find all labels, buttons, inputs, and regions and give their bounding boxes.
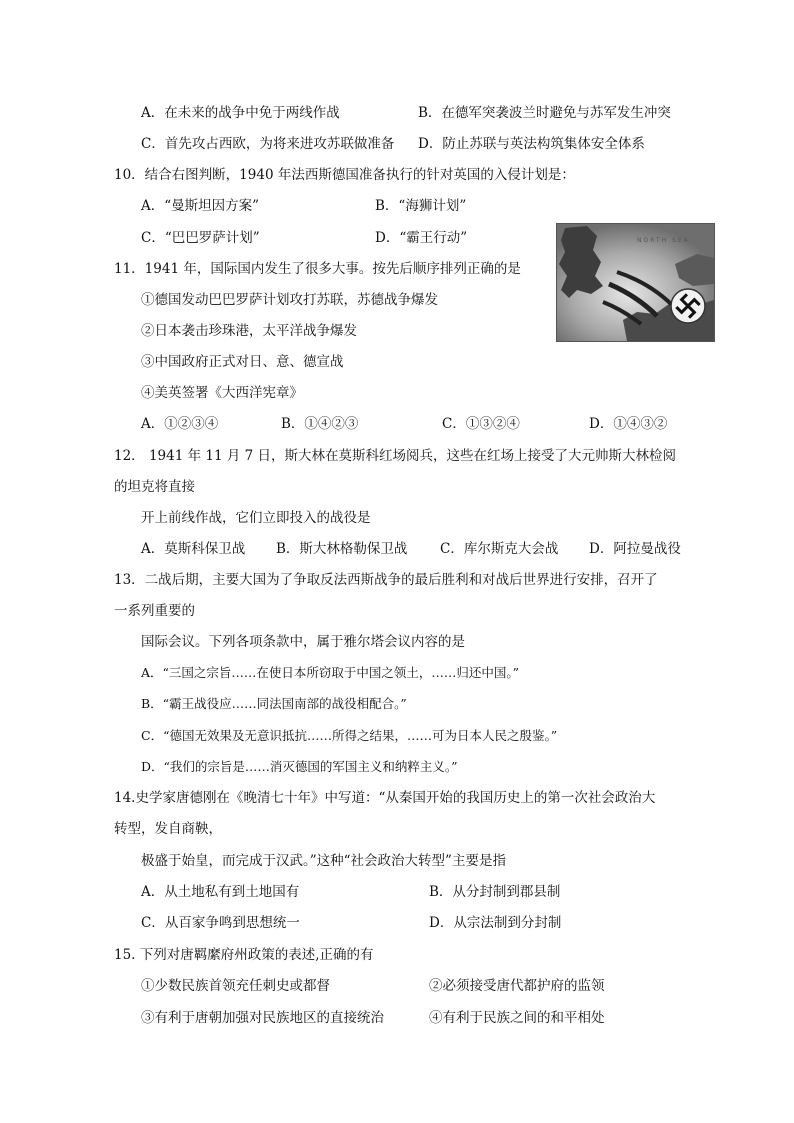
q11-option-d: D．①④③② xyxy=(589,416,668,432)
q13-option-d: D．“我们的宗旨是……消灭德国的军国主义和纳粹主义。” xyxy=(141,759,458,774)
q15-item-4: ④有利于民族之间的和平相处 xyxy=(429,1010,605,1026)
q11-item-2: ②日本袭击珍珠港，太平洋战争爆发 xyxy=(141,323,357,339)
q12-option-d: D．阿拉曼战役 xyxy=(589,541,681,557)
q14-option-c: C．从百家争鸣到思想统一 xyxy=(141,915,300,931)
q12-option-b: B．斯大林格勒保卫战 xyxy=(276,541,408,557)
invasion-map-image xyxy=(556,223,715,342)
q9-option-b: B．在德军突袭波兰时避免与苏军发生冲突 xyxy=(418,105,671,121)
q10-option-c: C．“巴巴罗萨计划” xyxy=(141,230,260,246)
q11-item-3: ③中国政府正式对日、意、德宣战 xyxy=(141,354,344,370)
q14-option-b: B．从分封制到郡县制 xyxy=(429,884,561,900)
q12-stem-line1: 12． 1941 年 11 月 7 日，斯大林在莫斯科红场阅兵，这些在红场上接受了大元帅斯大林检阅 xyxy=(114,448,677,464)
q10-option-d: D．“霸王行动” xyxy=(375,230,468,246)
q14-stem-line1: 14.史学家唐德刚在《晚清七十年》中写道：“从秦国开始的我国历史上的第一次社会政治大 xyxy=(114,790,656,806)
q14-stem-line3: 极盛于始皇，而完成于汉武。”这种“社会政治大转型”主要是指 xyxy=(141,853,506,869)
q12-option-c: C．库尔斯克大会战 xyxy=(440,541,559,557)
q14-stem-line2: 转型，发自商鞅， xyxy=(114,821,222,837)
q10-stem: 10．结合右图判断，1940 年法西斯德国准备执行的针对英国的入侵计划是： xyxy=(114,167,575,183)
q15-item-3: ③有利于唐朝加强对民族地区的直接统治 xyxy=(141,1010,384,1026)
q12-stem-line2: 的坦克将直接 xyxy=(114,479,195,495)
q13-option-c: C．“德国无效果及无意识抵抗……所得之结果，……可为日本人民之殷鉴。” xyxy=(141,728,558,743)
q11-option-a: A．①②③④ xyxy=(141,416,219,432)
q15-item-1: ①少数民族首领充任刺史或都督 xyxy=(141,978,330,994)
q11-option-c: C．①③②④ xyxy=(442,416,520,432)
q11-stem: 11．1941 年，国际国内发生了很多大事。按先后顺序排列正确的是 xyxy=(114,261,521,277)
map-sea-label: NORTH SEA xyxy=(637,237,690,244)
q11-item-4: ④美英签署《大西洋宪章》 xyxy=(141,385,303,401)
q12-option-a: A．莫斯科保卫战 xyxy=(141,541,246,557)
q13-stem-line1: 13．二战后期，主要大国为了争取反法西斯战争的最后胜利和对战后世界进行安排，召开了 xyxy=(114,572,658,588)
q11-item-1: ①德国发动巴巴罗萨计划攻打苏联，苏德战争爆发 xyxy=(141,292,438,308)
q10-option-a: A．“曼斯坦因方案” xyxy=(141,198,260,214)
q14-option-a: A．从土地私有到土地国有 xyxy=(141,884,300,900)
q9-option-a: A．在未来的战争中免于两线作战 xyxy=(141,105,340,121)
q9-option-d: D．防止苏联与英法构筑集体安全体系 xyxy=(418,136,645,152)
q13-option-b: B．“霸王战役应……同法国南部的战役相配合。” xyxy=(141,696,407,711)
q15-item-2: ②必须接受唐代都护府的监领 xyxy=(429,978,605,994)
q9-option-c: C．首先攻占西欧，为将来进攻苏联做准备 xyxy=(141,136,395,152)
q11-option-b: B．①④②③ xyxy=(281,416,359,432)
q12-stem-line3: 开上前线作战，它们立即投入的战役是 xyxy=(141,510,371,526)
q10-option-b: B．“海狮计划” xyxy=(375,198,467,214)
q14-option-d: D．从宗法制到分封制 xyxy=(429,915,562,931)
q13-stem-line3: 国际会议。下列各项条款中，属于雅尔塔会议内容的是 xyxy=(141,634,465,650)
q13-stem-line2: 一系列重要的 xyxy=(114,603,195,619)
q15-stem: 15. 下列对唐羁縻府州政策的表述,正确的有 xyxy=(114,947,374,963)
q13-option-a: A．“三国之宗旨……在使日本所窃取于中国之领土，……归还中国。” xyxy=(141,665,520,680)
